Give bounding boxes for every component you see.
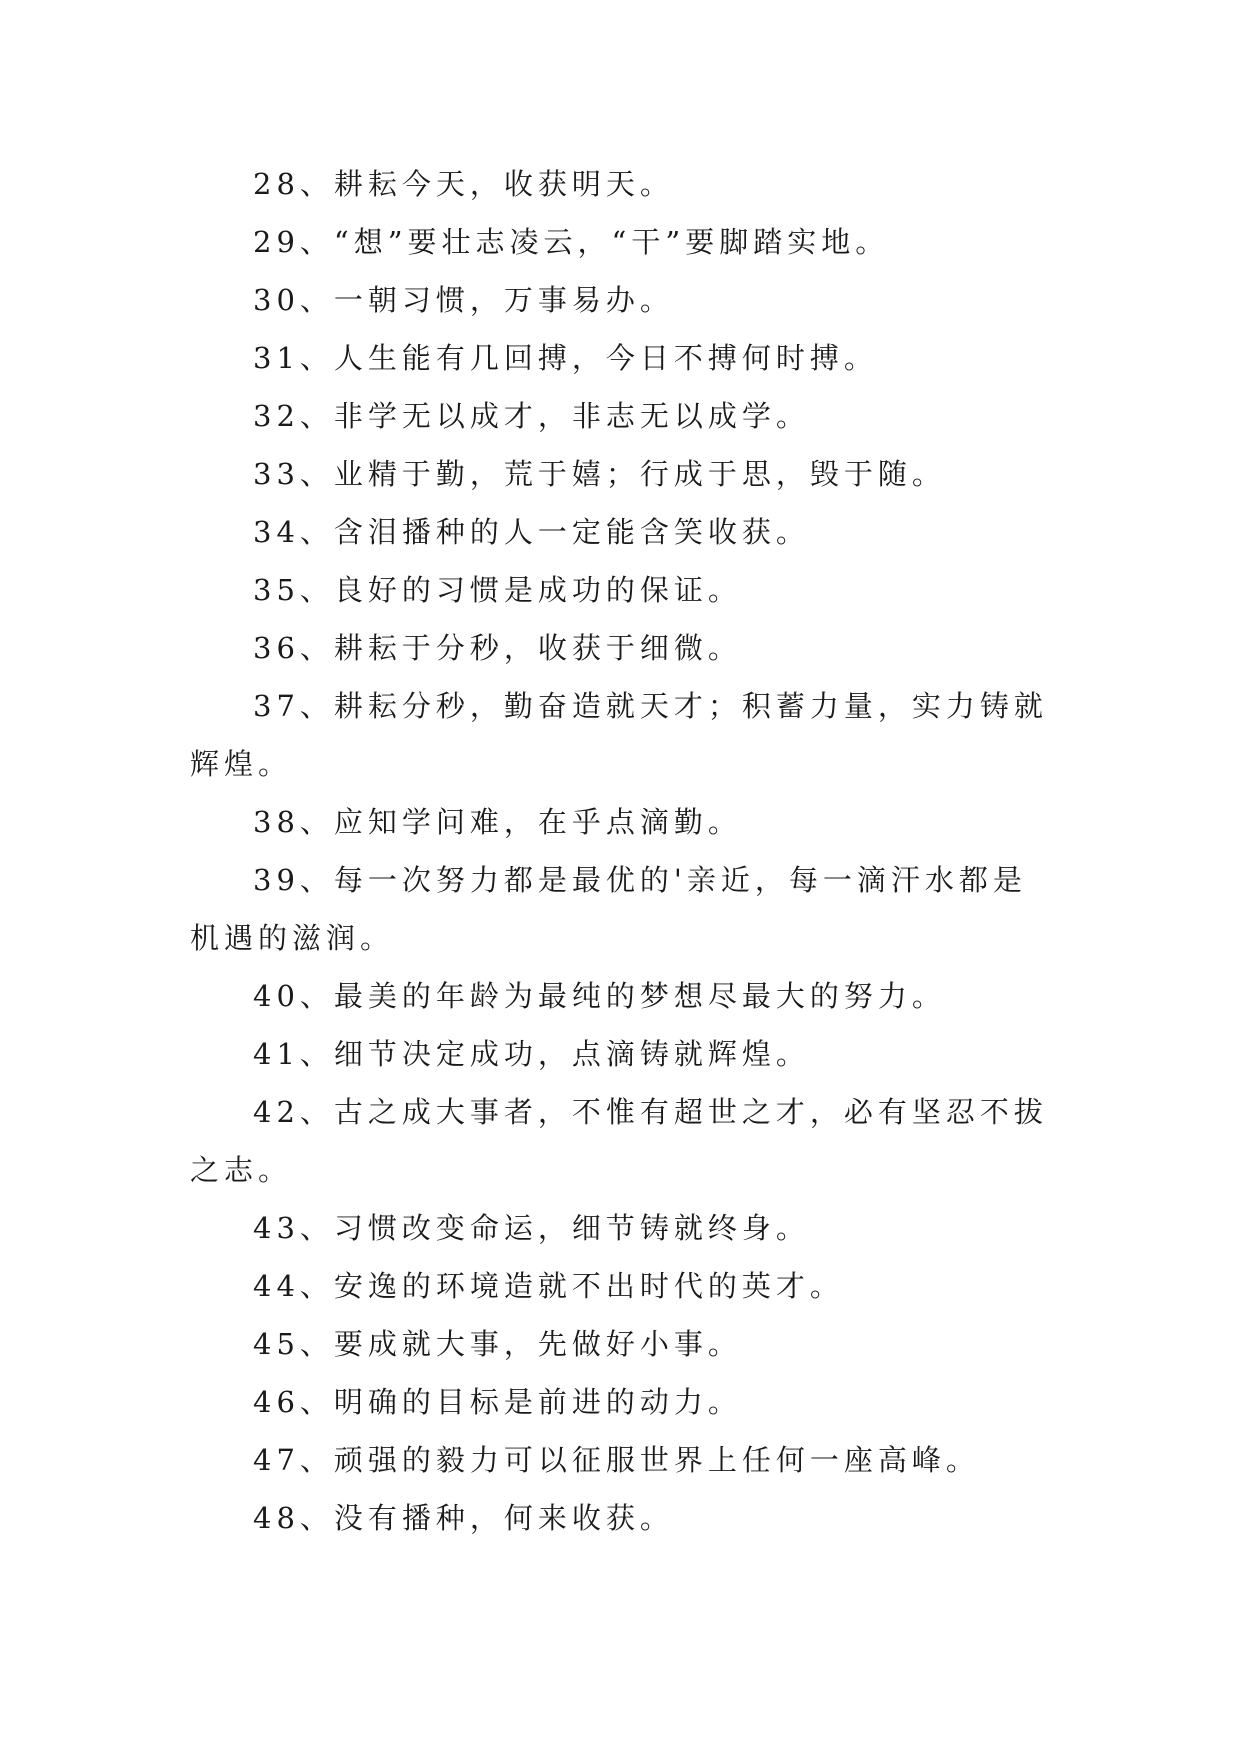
- list-item: 29、“想”要壮志凌云，“干”要脚踏实地。: [253, 225, 890, 259]
- list-item: 40、最美的年龄为最纯的梦想尽最大的努力。: [253, 979, 946, 1013]
- list-item: 44、安逸的环境造就不出时代的英才。: [253, 1269, 844, 1303]
- quote-list: [190, 155, 1050, 1547]
- list-item: 39、每一次努力都是最优的'亲近，每一滴汗水都是机遇的滋润。: [190, 863, 1027, 955]
- list-item: 47、顽强的毅力可以征服世界上任何一座高峰。: [253, 1443, 980, 1477]
- list-item: 32、非学无以成才，非志无以成学。: [253, 399, 810, 433]
- list-item: 35、良好的习惯是成功的保证。: [253, 573, 742, 607]
- list-item: 34、含泪播种的人一定能含笑收获。: [253, 515, 810, 549]
- list-item: 43、习惯改变命运，细节铸就终身。: [253, 1211, 810, 1245]
- list-item: 28、耕耘今天，收获明天。: [253, 167, 674, 201]
- list-item: 38、应知学问难，在乎点滴勤。: [253, 805, 742, 839]
- list-item: 36、耕耘于分秒，收获于细微。: [253, 631, 742, 665]
- list-item: 30、一朝习惯，万事易办。: [253, 283, 674, 317]
- list-item: 33、业精于勤，荒于嬉；行成于思，毁于随。: [253, 457, 946, 491]
- list-item: 31、人生能有几回搏，今日不搏何时搏。: [253, 341, 878, 375]
- list-item: 46、明确的目标是前进的动力。: [253, 1385, 742, 1419]
- list-item: 42、古之成大事者，不惟有超世之才，必有坚忍不拔之志。: [190, 1095, 1048, 1187]
- list-item: 41、细节决定成功，点滴铸就辉煌。: [253, 1037, 810, 1071]
- list-item: 37、耕耘分秒，勤奋造就天才；积蓄力量，实力铸就辉煌。: [190, 689, 1048, 781]
- list-item: 45、要成就大事，先做好小事。: [253, 1327, 742, 1361]
- list-item: 48、没有播种，何来收获。: [253, 1501, 674, 1535]
